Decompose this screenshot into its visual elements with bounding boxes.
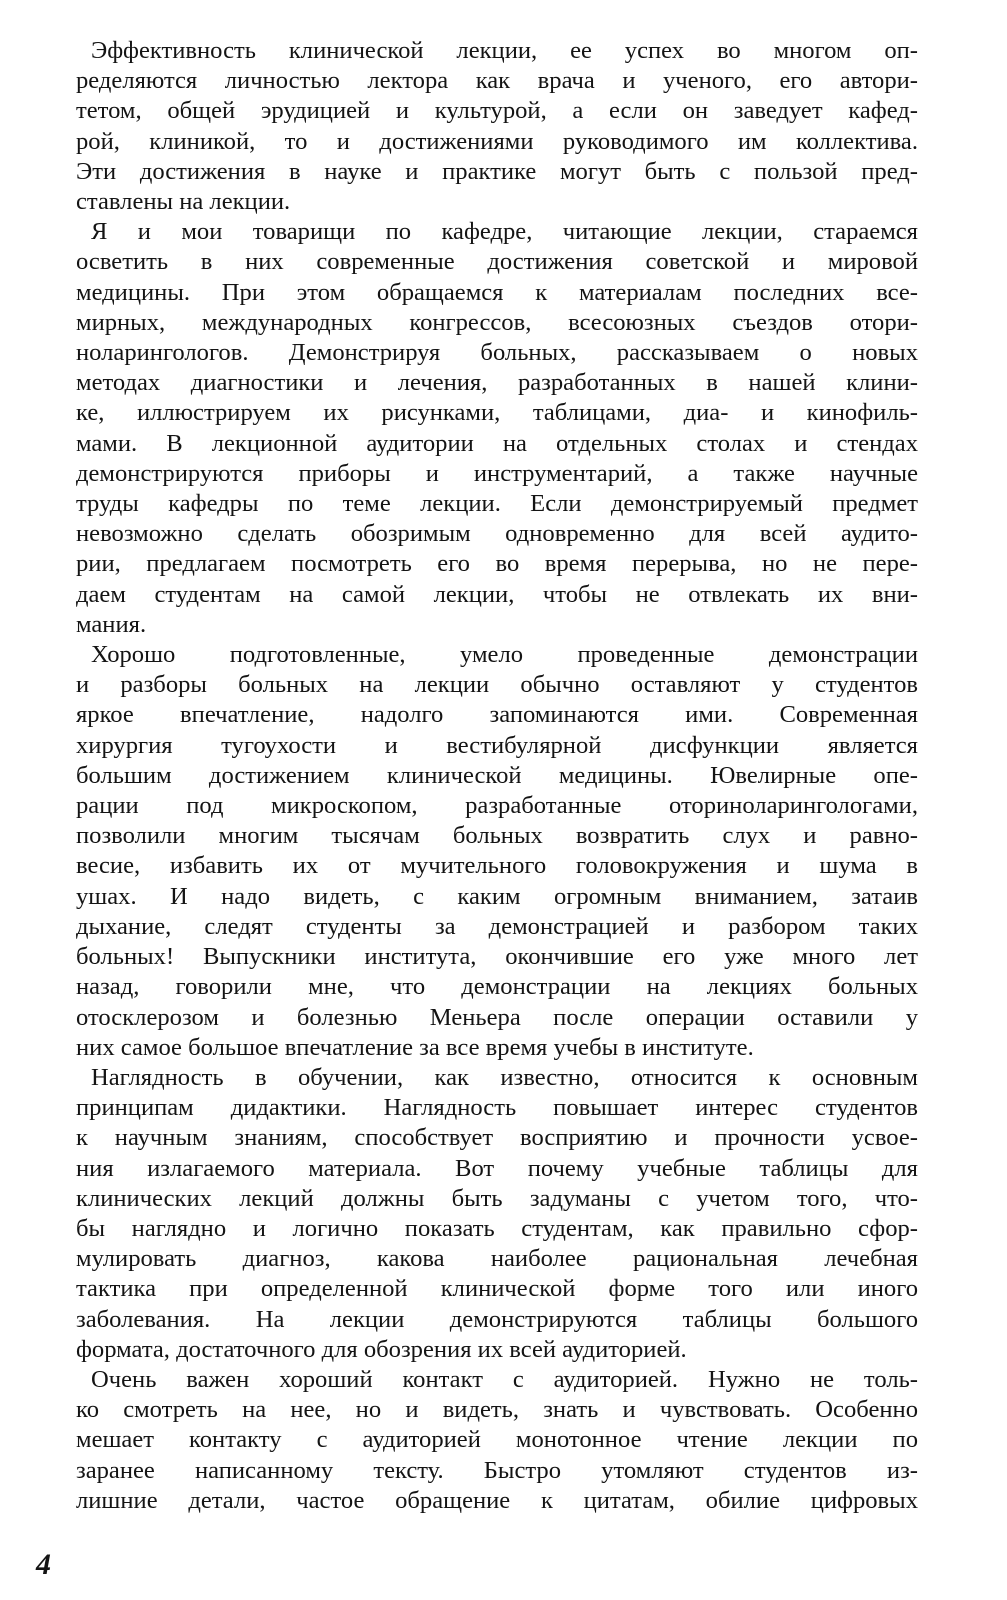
text-line: яркое впечатление, надолго запоминаются ими. Современная: [76, 701, 918, 729]
paragraph: [76, 640, 918, 1063]
paragraph: [76, 217, 918, 640]
text-line: весие, избавить их от мучительного головокружения и шума в: [76, 852, 918, 880]
text-line: невозможно сделать обозримым одновременно для всей аудито-: [76, 520, 918, 548]
text-line: ко смотреть на нее, но и видеть, знать и чувствовать. Особенно: [76, 1396, 918, 1424]
text-line: хирургия тугоухости и вестибулярной дисфункции является: [76, 731, 918, 759]
text-line: ределяются личностью лектора как врача и ученого, его автори-: [76, 67, 918, 95]
text-line: тактика при определенной клинической форме того или иного: [76, 1275, 918, 1303]
text-line: мирных, международных конгрессов, всесоюзных съездов отори-: [76, 308, 918, 336]
text-line: тетом, общей эрудицией и культурой, а если он заведует кафед-: [76, 97, 918, 125]
text-line: медицины. При этом обращаемся к материалам последних все-: [76, 278, 918, 306]
page-number: 4: [36, 1548, 51, 1581]
text-line: методах диагностики и лечения, разработанных в нашей клини-: [76, 369, 918, 397]
text-line: к научным знаниям, способствует восприятию и прочности усвое-: [76, 1124, 918, 1152]
text-line: отосклерозом и болезнью Меньера после операции оставили у: [76, 1003, 918, 1031]
text-line: формата, достаточного для обозрения их всей аудиторией.: [76, 1335, 687, 1363]
text-line: заболевания. На лекции демонстрируются таблицы большого: [76, 1305, 918, 1333]
text-line: них самое большое впечатление за все время учебы в институте.: [76, 1033, 754, 1061]
text-line: дыхание, следят студенты за демонстрацией и разбором таких: [76, 912, 918, 940]
text-line: назад, говорили мне, что демонстрации на лекциях больных: [76, 973, 918, 1001]
text-line: Эффективность клинической лекции, ее успех во многом оп-: [91, 37, 918, 64]
text-line: труды кафедры по теме лекции. Если демонстрируемый предмет: [76, 490, 918, 518]
text-line: принципам дидактики. Наглядность повышает интерес студентов: [76, 1094, 918, 1122]
text-line: мами. В лекционной аудитории на отдельных столах и стендах: [76, 429, 918, 457]
text-line: даем студентам на самой лекции, чтобы не отвлекать их вни-: [76, 580, 918, 608]
text-line: осветить в них современные достижения советской и мировой: [76, 248, 918, 276]
paragraph: [76, 1063, 918, 1365]
text-line: Наглядность в обучении, как известно, относится к основным: [91, 1063, 918, 1091]
paragraph: [76, 1365, 918, 1516]
text-line: и разборы больных на лекции обычно оставляют у студентов: [76, 671, 918, 699]
text-line: большим достижением клинической медицины. Ювелирные опе-: [76, 761, 918, 789]
text-line: ушах. И надо видеть, с каким огромным вниманием, затаив: [76, 882, 918, 910]
text-line: клинических лекций должны быть задуманы с учетом того, что-: [76, 1184, 918, 1212]
text-line: Очень важен хороший контакт с аудиторией. Нужно не толь-: [91, 1365, 918, 1393]
paragraph: [76, 36, 918, 217]
text-line: мешает контакту с аудиторией монотонное чтение лекции по: [76, 1426, 918, 1454]
text-line: лишние детали, частое обращение к цитатам, обилие цифровых: [76, 1486, 918, 1514]
text-line: рации под микроскопом, разработанные оториноларингологами,: [76, 792, 918, 820]
text-line: рии, предлагаем посмотреть его во время перерыва, но не пере-: [76, 550, 918, 578]
page-text: [76, 36, 918, 1516]
text-line: Я и мои товарищи по кафедре, читающие лекции, стараемся: [91, 218, 918, 246]
text-line: больных! Выпускники института, окончившие его уже много лет: [76, 943, 918, 971]
text-line: демонстрируются приборы и инструментарий, а также научные: [76, 459, 918, 487]
text-line: ставлены на лекции.: [76, 188, 291, 216]
text-line: ноларингологов. Демонстрируя больных, рассказываем о новых: [76, 339, 918, 367]
text-line: Эти достижения в науке и практике могут быть с пользой пред-: [76, 157, 918, 185]
text-line: заранее написанному тексту. Быстро утомляют студентов из-: [76, 1456, 918, 1484]
text-line: бы наглядно и логично показать студентам, как правильно сфор-: [76, 1214, 918, 1242]
text-line: рой, клиникой, то и достижениями руководимого им коллектива.: [76, 127, 918, 155]
text-line: позволили многим тысячам больных возвратить слух и равно-: [76, 822, 918, 850]
text-line: ке, иллюстрируем их рисунками, таблицами, диа- и кинофиль-: [76, 399, 918, 427]
text-line: ния излагаемого материала. Вот почему учебные таблицы для: [76, 1154, 918, 1182]
text-line: мулировать диагноз, какова наиболее рациональная лечебная: [76, 1245, 918, 1273]
text-line: Хорошо подготовленные, умело проведенные демонстрации: [91, 641, 918, 669]
text-line: мания.: [76, 610, 147, 638]
